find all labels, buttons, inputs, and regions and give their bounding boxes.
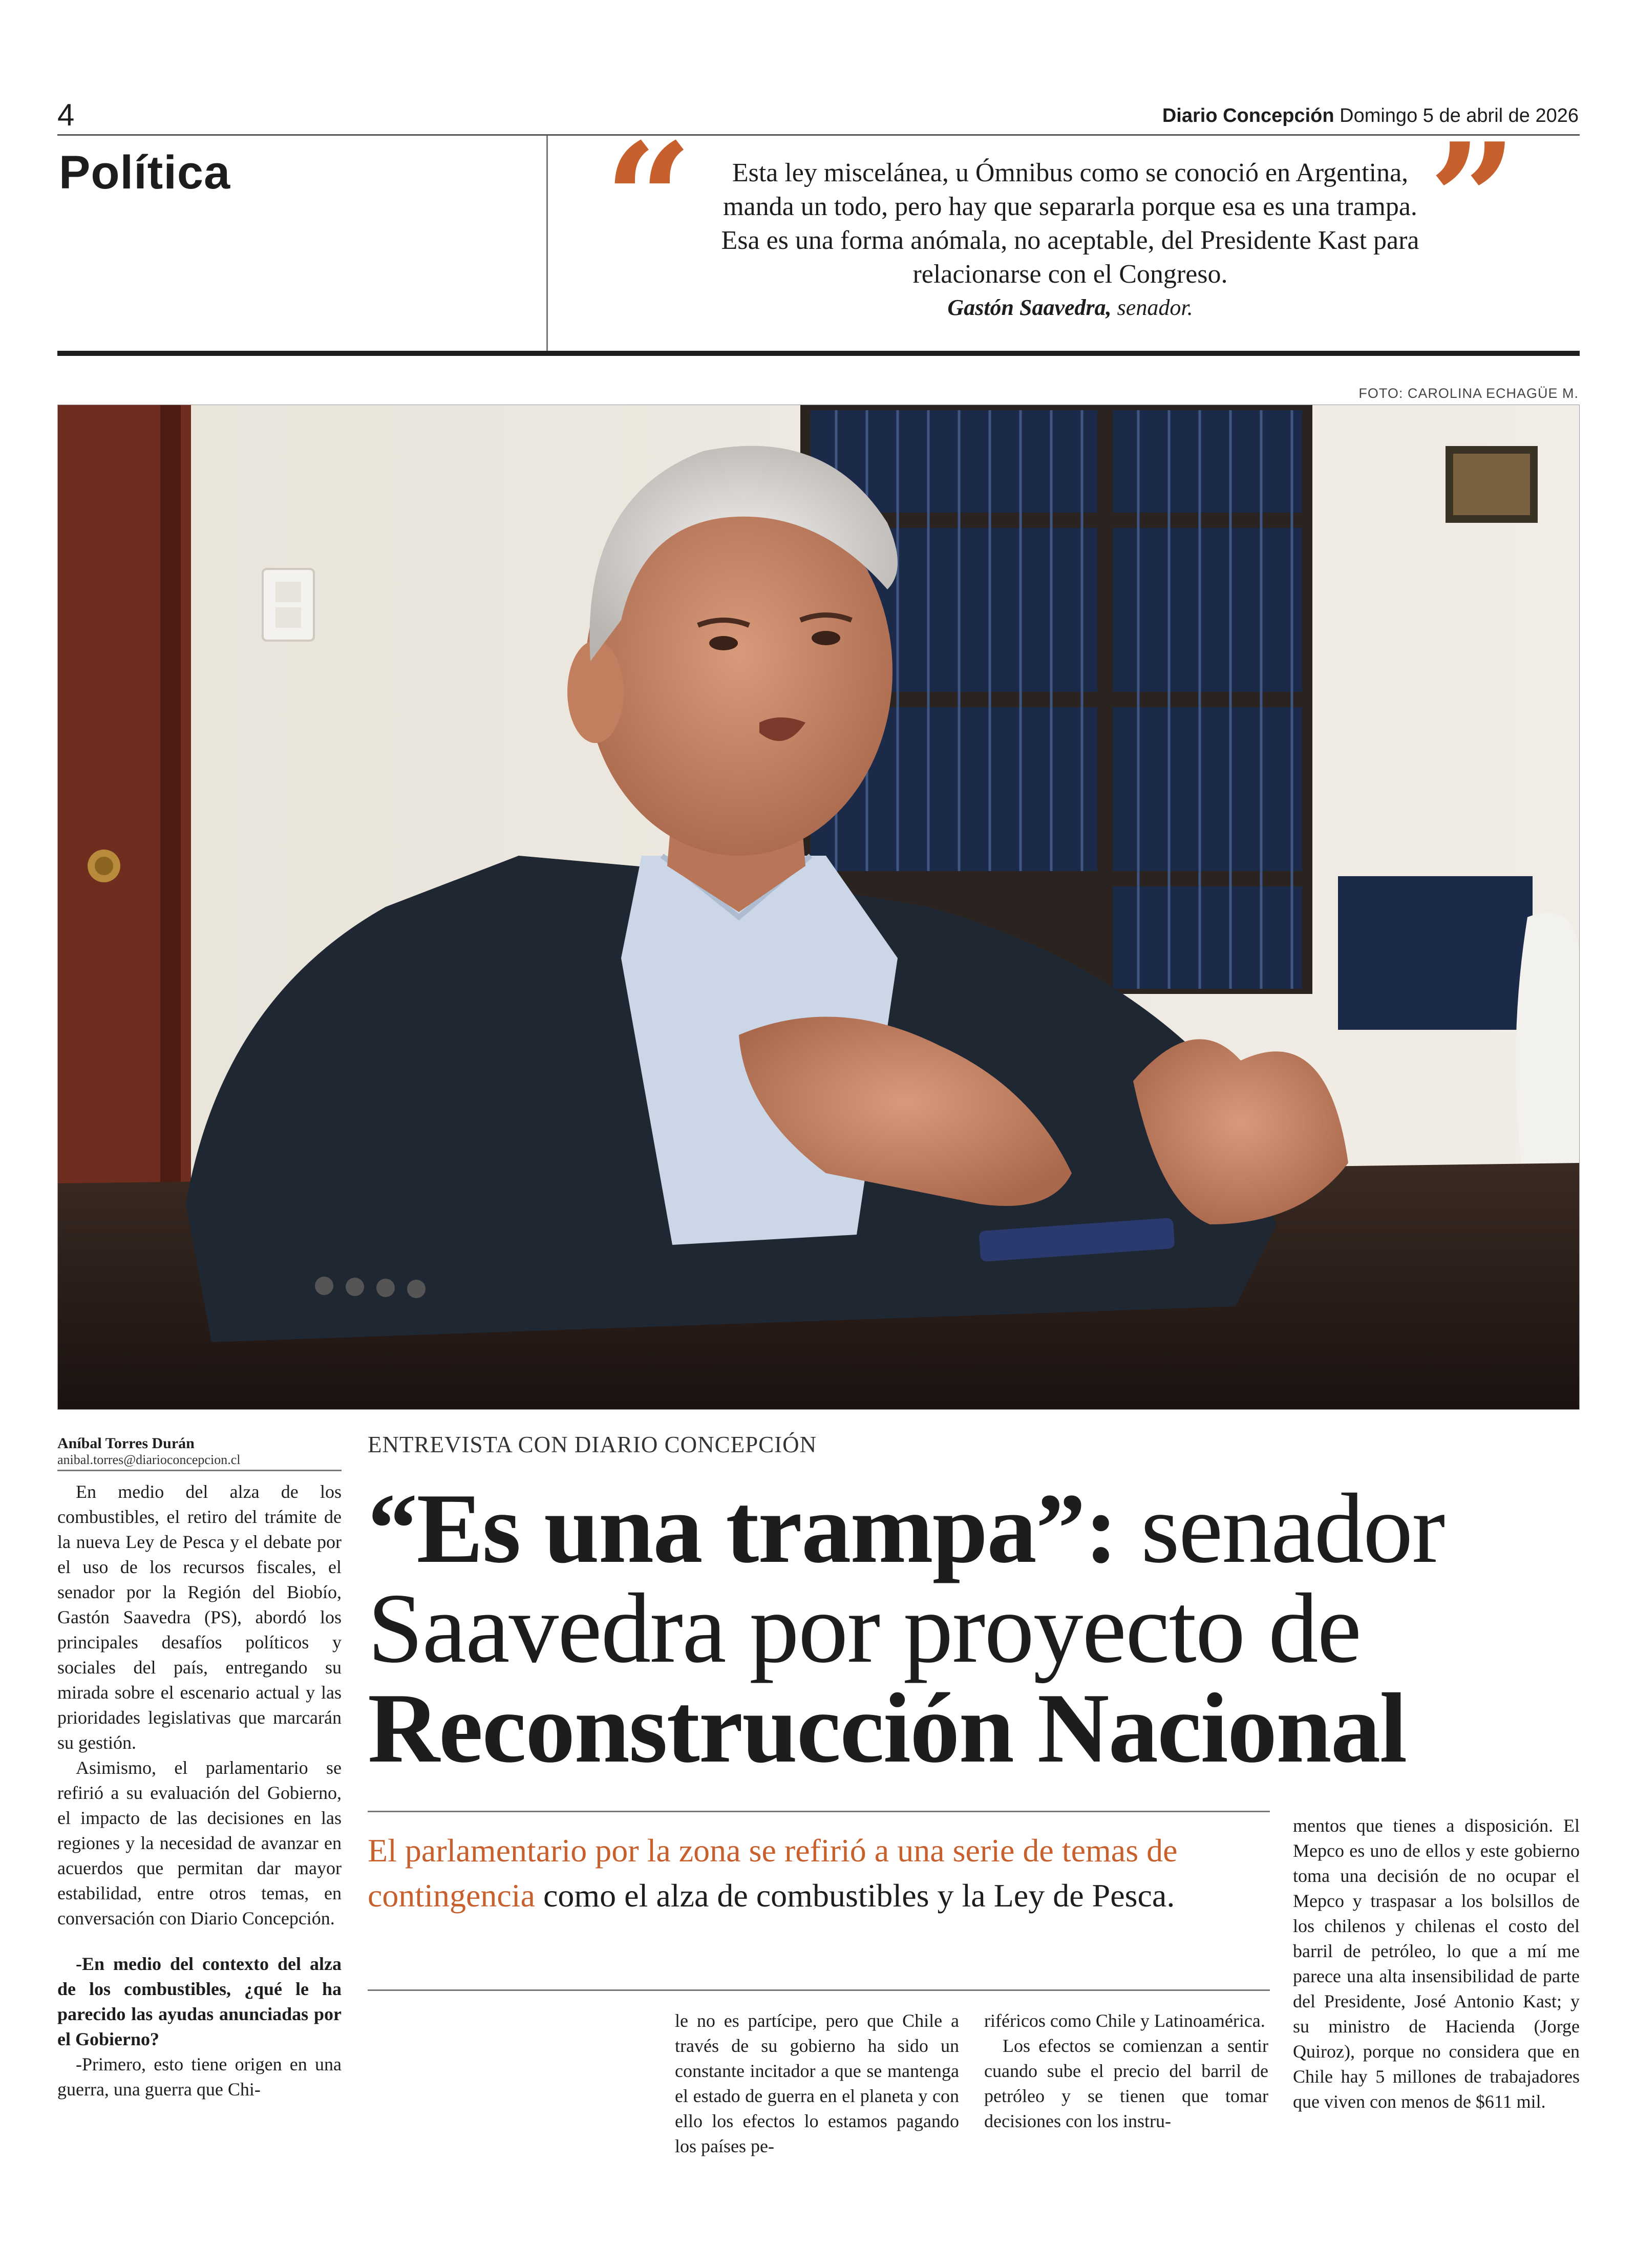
deck-accent: El parlamentario por la zona se refirió a una serie de temas de contingencia	[368, 1832, 1178, 1914]
header-rule	[57, 134, 1580, 136]
byline-rule	[57, 1470, 342, 1471]
pull-quote-author	[707, 294, 1434, 321]
intro-paragraph-1: En medio del alza de los combustibles, el retiro del trámite de la nueva Ley de Pesca y el debate por el uso de los recursos fiscales, el senador por la Región del Biobío, Gastón Saavedra (PS), abordó los principales desafíos políticos y sociales del país, entregando su mirada sobre el escenario actual y las prioridades legislativas que marcarán su gestión.	[57, 1481, 342, 1753]
kicker: ENTREVISTA CON DIARIO CONCEPCIÓN	[368, 1432, 817, 1457]
column-divider	[546, 136, 548, 351]
deck-rest: como el alza de combustibles y la Ley de Pesca.	[535, 1877, 1175, 1914]
interview-answer-1: -Primero, esto tiene origen en una guerra, una guerra que Chi-	[57, 2054, 342, 2100]
deck-rule-top	[368, 1811, 1270, 1812]
headline-text-1: senador	[1117, 1473, 1444, 1584]
answer-paragraph: Los efectos se comienzan a sentir cuando sube el precio del barril de petróleo y se tienen que tomar decisiones con los instru-	[984, 2036, 1268, 2131]
quote-author-role: senador.	[1111, 295, 1193, 320]
headline-line-1	[368, 1473, 1444, 1584]
pull-quote-text: Esta ley miscelánea, u Ómnibus como se conoció en Argentina, manda un todo, pero hay que separarla porque esa es una trampa. Esa es una forma anómala, no aceptable, del Presidente Kast para relacionarse con el Congreso.	[721, 158, 1419, 289]
headline-quote: “Es una trampa”:	[368, 1473, 1117, 1584]
deck-rule-bottom	[368, 1989, 1270, 1991]
body-column-3	[675, 2008, 959, 2159]
deck	[368, 1828, 1259, 1918]
header-thick-rule	[57, 351, 1580, 356]
byline-email[interactable]: anibal.torres@diarioconcepcion.cl	[57, 1452, 241, 1467]
quote-author-name: Gastón Saavedra,	[947, 295, 1112, 320]
answer-continuation-3: mentos que tienes a disposición. El Mepco es uno de ellos y este gobierno toma una decisión de no ocupar el Mepco y traspasar a los bolsillos de los chilenos y chilenas el costo del barril de petróleo, lo que a mí me parece una alta insensibilidad de parte del Presidente, José Antonio Kast; y su ministro de Hacienda (Jorge Quiroz), porque no considera que en Chile hay 5 millones de trabajadores que viven con menos de $611 mil.	[1293, 1815, 1580, 2112]
headline-line-2: Saavedra por proyecto de	[368, 1573, 1361, 1684]
body-column-5	[1293, 1813, 1580, 2114]
issue-date: Domingo 5 de abril de 2026	[1340, 105, 1579, 126]
photo-credit: FOTO: CAROLINA ECHAGÜE M.	[1358, 386, 1579, 401]
portrait-photo	[57, 405, 1580, 1410]
byline-author: Aníbal Torres Durán	[57, 1435, 195, 1452]
body-column-1	[57, 1479, 342, 2102]
body-column-4	[984, 2008, 1268, 2134]
interview-question-1: -En medio del contexto del alza de los combustibles, ¿qué le ha parecido las ayudas anunciadas por el Gobierno?	[57, 1954, 342, 2049]
close-quote-icon: ”	[1429, 109, 1517, 290]
page-number: 4	[57, 98, 75, 132]
answer-continuation-1: le no es partícipe, pero que Chile a través de su gobierno ha sido un constante incitador a que se mantenga el estado de guerra en el planeta y con ello los efectos lo estamos pagando los países pe-	[675, 2010, 959, 2156]
section-title: Política	[59, 146, 231, 199]
intro-paragraph-2: Asimismo, el parlamentario se refirió a su evaluación del Gobierno, el impacto de las decisiones en las regiones y la necesidad de avanzar en acuerdos que permitan dar mayor estabilidad, entre otros temas, en conversación con Diario Concepción.	[57, 1757, 342, 1928]
open-quote-icon: “	[604, 109, 693, 290]
newspaper-name: Diario Concepción	[1162, 105, 1334, 126]
answer-continuation-2: riféricos como Chile y Latinoamérica.	[984, 2010, 1265, 2031]
headline-line-3: Reconstrucción Nacional	[368, 1673, 1407, 1784]
